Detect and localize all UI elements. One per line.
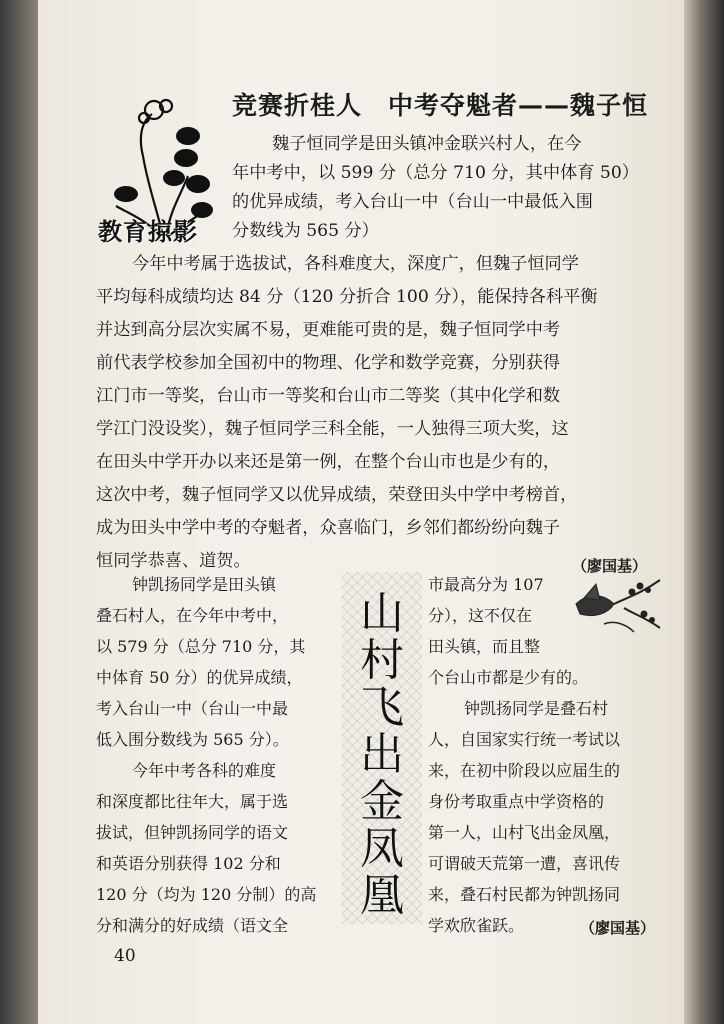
- article2-right-line: 市最高分为 107: [428, 575, 544, 594]
- article1-line: 在田头中学开办以来还是第一例，在整个台山市也是少有的，: [96, 452, 561, 472]
- article2-right-line: 来，在初中阶段以应届生的: [428, 761, 621, 780]
- article1-line: 前代表学校参加全国初中的物理、化学和数学竞赛，分别获得: [96, 353, 561, 373]
- article2-left-line: 今年中考各科的难度: [132, 761, 277, 780]
- vertical-title-char: 凰: [360, 870, 404, 921]
- article2-left-line: 分和满分的好成绩（语文全: [96, 916, 289, 935]
- article1-line: 并达到高分层次实属不易，更难能可贵的是，魏子恒同学中考: [96, 320, 561, 340]
- article2-left-line: 和英语分别获得 102 分和: [96, 854, 281, 873]
- article2-right-line: 可谓破天荒第一遭，喜讯传: [428, 854, 621, 873]
- article2-right-line: 学欢欣雀跃。: [428, 916, 525, 935]
- article2-left-line: 和深度都比往年大，属于选: [96, 792, 289, 811]
- article1-line: 江门市一等奖，台山市一等奖和台山市二等奖（其中化学和数: [96, 386, 561, 406]
- article1-line: 分数线为 565 分）: [232, 221, 379, 241]
- article2-right-line: 田头镇，而且整: [428, 637, 541, 656]
- vertical-title-char: 村: [360, 635, 404, 686]
- article2-left-line: 钟凯扬同学是田头镇: [132, 575, 277, 594]
- article2-right-line: 来，叠石村民都为钟凯扬同: [428, 885, 621, 904]
- vertical-title-char: 山: [360, 588, 404, 639]
- article2-left-line: 低入围分数线为 565 分）。: [96, 730, 289, 749]
- article1-author: （廖国基）: [572, 557, 648, 575]
- article2-left-line: 120 分（均为 120 分制）的高: [96, 885, 317, 904]
- article2-left-line: 以 579 分（总分 710 分，其: [96, 637, 306, 656]
- article1-line: 魏子恒同学是田头镇冲金联兴村人，在今: [272, 134, 582, 154]
- article2-author: （廖国基）: [580, 919, 656, 937]
- article1-line: 的优异成绩，考入台山一中（台山一中最低入围: [232, 192, 593, 212]
- article-title: 竞赛折桂人 中考夺魁者——魏子恒: [232, 91, 649, 120]
- article2-right-line: 个台山市都是少有的。: [428, 668, 589, 687]
- article1-line: 恒同学恭喜、道贺。: [96, 551, 251, 571]
- article1-line: 这次中考，魏子恒同学又以优异成绩，荣登田头中学中考榜首，: [96, 485, 578, 505]
- article2-right-line: 身份考取重点中学资格的: [428, 792, 605, 811]
- article2-right-line: 钟凯扬同学是叠石村: [464, 699, 609, 718]
- article2-left-line: 叠石村人，在今年中考中，: [96, 606, 289, 625]
- article1-line: 今年中考属于选拔试，各科难度大，深度广，但魏子恒同学: [132, 254, 579, 274]
- article1-line: 成为田头中学中考的夺魁者，众喜临门，乡邻们都纷纷向魏子: [96, 518, 561, 538]
- article1-line: 年中考中，以 599 分（总分 710 分，其中体育 50）: [232, 163, 639, 183]
- article1-line: 平均每科成绩均达 84 分（120 分折合 100 分），能保持各科平衡: [96, 287, 598, 307]
- book-spine-shadow: [684, 0, 724, 1024]
- article1-line: 学江门没设奖），魏子恒同学三科全能，一人独得三项大奖，这: [96, 419, 569, 439]
- vertical-title-char: 出: [360, 729, 404, 780]
- vertical-title-char: 飞: [360, 682, 404, 733]
- article2-left-line: 拔试，但钟凯扬同学的语文: [96, 823, 289, 842]
- article2-left-line: 中体育 50 分）的优异成绩，: [96, 668, 303, 687]
- vertical-title: [342, 590, 422, 919]
- article2-left-line: 考入台山一中（台山一中最: [96, 699, 289, 718]
- vertical-title-char: 金: [360, 776, 404, 827]
- article2-right-line: 人，自国家实行统一考试以: [428, 730, 621, 749]
- scan-left-edge: [0, 0, 38, 1024]
- vertical-title-char: 凤: [360, 823, 404, 874]
- article2-right-line: 分），这不仅在: [428, 606, 533, 625]
- bird-illustration: [574, 574, 662, 638]
- vertical-title-box: [342, 572, 422, 924]
- section-label: 教育掠影: [98, 218, 198, 246]
- article2-right-line: 第一人，山村飞出金凤凰，: [428, 823, 621, 842]
- page-number: 40: [114, 946, 136, 966]
